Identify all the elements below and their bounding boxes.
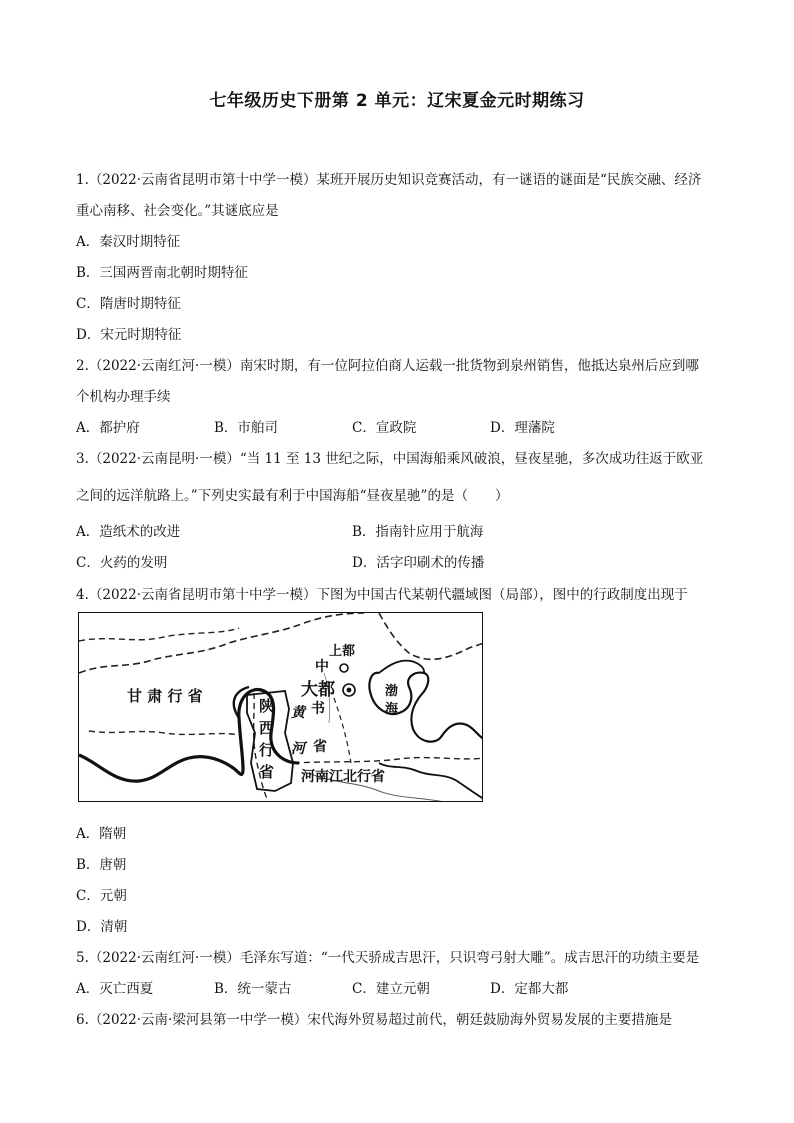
label-zhongshu-3: 省 [313,739,327,755]
q3-stem-line1: 3.（2022·云南昆明·一模）“当 11 至 13 世纪之际，中国海船乘风破浪，昼夜星驰，多次成功往返于欧亚 [76,451,704,467]
q2-stem-line1: 2.（2022·云南红河·一模）南宋时期，有一位阿拉伯商人运载一批货物到泉州销售，他抵达泉州后应到哪 [76,358,699,374]
q2-option-a[interactable]: A．都护府 [76,420,140,436]
label-bohai-1: 渤 [385,684,399,699]
q2-option-c[interactable]: C．宣政院 [352,420,417,436]
q1-option-b[interactable]: B．三国两晋南北朝时期特征 [76,265,248,281]
label-shaanxi-3: 行 [259,741,275,759]
q2-option-d[interactable]: D．理藩院 [490,420,555,436]
q2-stem-line2: 个机构办理手续 [76,389,171,405]
q1-stem-line1: 1.（2022·云南省昆明市第十中学一模）某班开展历史知识竞赛活动，有一谜语的谜面是“民族交融、经济 [76,172,702,188]
q3-option-b[interactable]: B．指南针应用于航海 [352,524,484,540]
q4-stem-line1: 4.（2022·云南省昆明市第十中学一模）下图为中国古代某朝代疆域图（局部），图中的行政制度出现于 [76,587,688,603]
q3-stem-line2: 之间的远洋航路上。”下列史实最有利于中国海船“昼夜星驰”的是（ ） [76,488,509,504]
page-title: 七年级历史下册第 2 单元：辽宋夏金元时期练习 [209,91,585,111]
q5-option-c[interactable]: C．建立元朝 [352,981,430,997]
q4-option-b[interactable]: B．唐朝 [76,857,127,873]
q4-option-a[interactable]: A．隋朝 [76,826,127,842]
label-zhongshu-2: 书 [311,701,325,717]
q5-stem-line1: 5.（2022·云南红河·一模）毛泽东写道：“一代天骄成吉思汗，只识弯弓射大雕”。成吉思汗的功绩主要是 [76,950,700,966]
label-shaanxi-1: 陕 [259,697,275,715]
q5-option-d[interactable]: D．定都大都 [490,981,569,997]
label-gansu: 甘 肃 行 省 [127,687,203,705]
q1-option-c[interactable]: C．隋唐时期特征 [76,296,181,312]
label-dadu: 大都 [301,680,335,700]
yuan-territory-map [78,612,483,802]
q1-stem-line2: 重心南移、社会变化。”其谜底应是 [76,203,279,219]
label-huanghe-2: 河 [291,741,305,757]
q3-option-a[interactable]: A．造纸术的改进 [76,524,181,540]
q5-option-b[interactable]: B．统一蒙古 [214,981,292,997]
q4-option-c[interactable]: C．元朝 [76,888,127,904]
q6-stem-line1: 6.（2022·云南·梁河县第一中学一模）宋代海外贸易超过前代，朝廷鼓励海外贸易发展的主要措施是 [76,1012,672,1028]
q5-option-a[interactable]: A．灭亡西夏 [76,981,154,997]
label-henan-jiangbei: 河南江北行省 [301,769,385,785]
label-zhongshu-1: 中 [315,659,329,675]
label-shaanxi-2: 西 [259,719,275,737]
q3-option-d[interactable]: D．活字印刷术的传播 [352,555,485,571]
label-bohai-2: 海 [385,702,399,717]
q1-option-a[interactable]: A．秦汉时期特征 [76,234,181,250]
q2-option-b[interactable]: B．市舶司 [214,420,278,436]
label-shangdu: 上都 [329,644,356,659]
label-shaanxi-4: 省 [259,763,275,781]
label-huanghe-1: 黄 [291,705,305,721]
q4-option-d[interactable]: D．清朝 [76,919,128,935]
q1-option-d[interactable]: D．宋元时期特征 [76,327,182,343]
q3-option-c[interactable]: C．火药的发明 [76,555,168,571]
map-drawing [79,613,483,802]
